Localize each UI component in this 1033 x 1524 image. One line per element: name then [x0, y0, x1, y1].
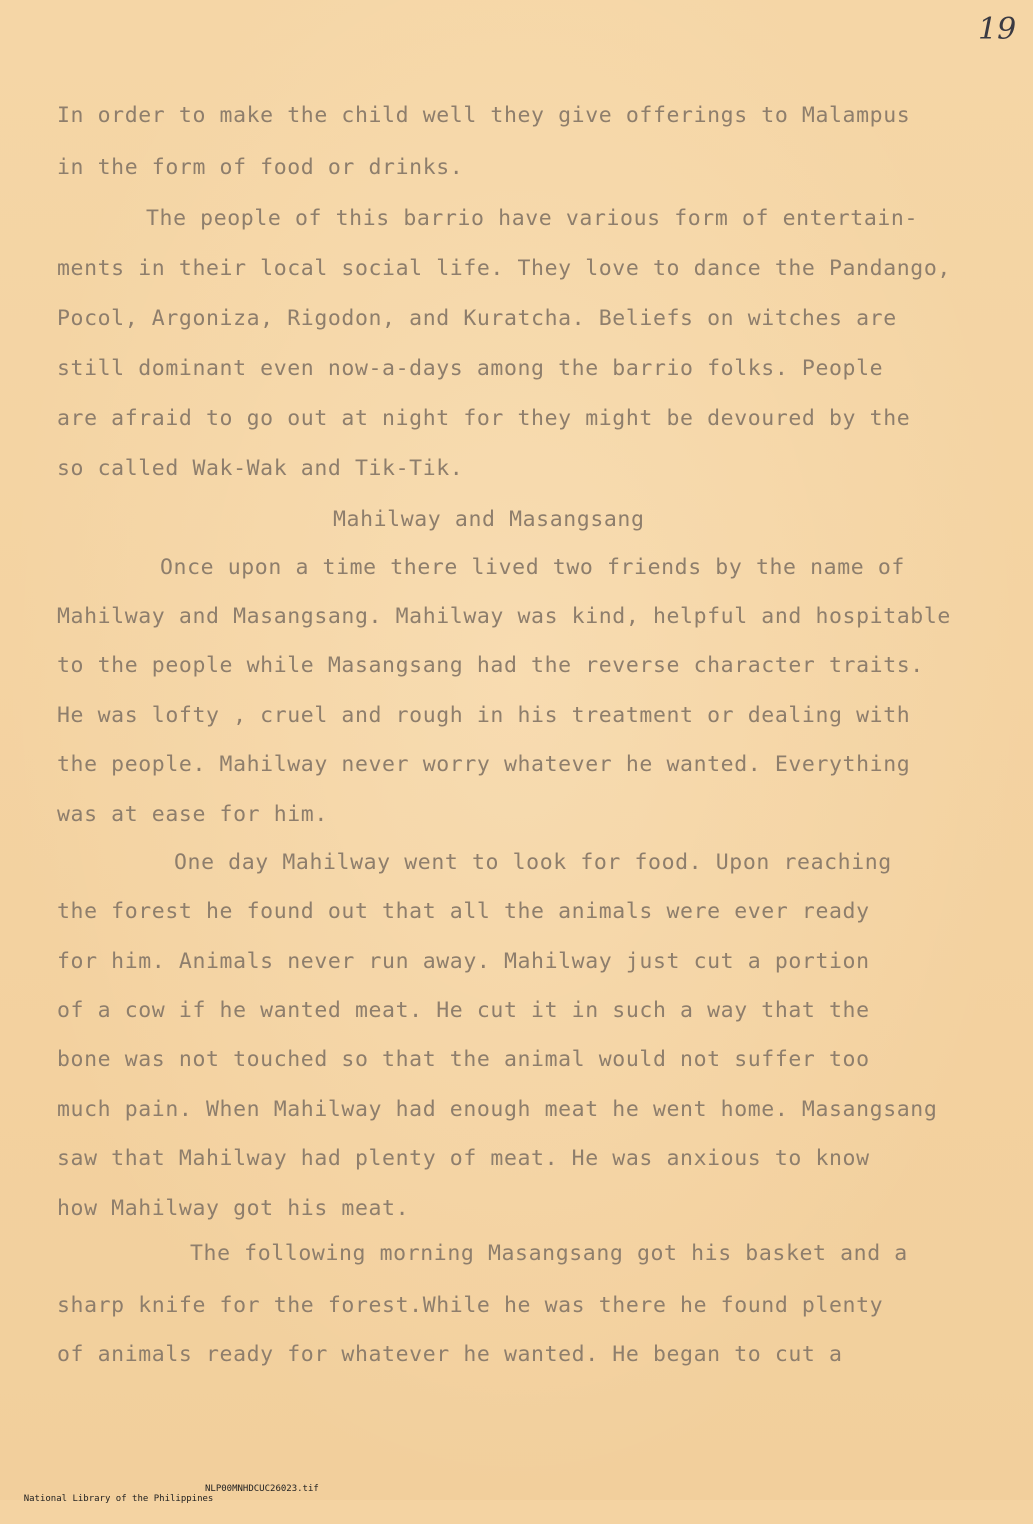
- text-line: to the people while Masangsang had the reverse character traits.: [57, 653, 924, 678]
- footer-filename: NLP00MNHDCUC26023.tif: [205, 1484, 319, 1494]
- text-line: how Mahilway got his meat.: [57, 1196, 410, 1221]
- text-line: In order to make the child well they give offerings to Malampus: [57, 103, 911, 128]
- text-line: saw that Mahilway had plenty of meat. He was anxious to know: [57, 1146, 870, 1171]
- footer-institution: National Library of the Philippines: [23, 1494, 214, 1504]
- text-line: much pain. When Mahilway had enough meat he went home. Masangsang: [57, 1097, 938, 1122]
- scan-footer: [2, 1484, 319, 1524]
- text-line: Pocol, Argoniza, Rigodon, and Kuratcha. Beliefs on witches are: [57, 306, 897, 331]
- text-line: in the form of food or drinks.: [57, 155, 464, 180]
- text-line: The following morning Masangsang got his basket and a: [190, 1241, 908, 1266]
- text-line: Mahilway and Masangsang. Mahilway was kind, helpful and hospitable: [57, 604, 951, 629]
- text-line: so called Wak-Wak and Tik-Tik.: [57, 456, 464, 481]
- text-line: He was lofty , cruel and rough in his treatment or dealing with: [57, 703, 911, 728]
- text-line: The people of this barrio have various form of entertain-: [146, 206, 919, 231]
- page-number: 19: [978, 12, 1017, 47]
- text-line: the people. Mahilway never worry whatever he wanted. Everything: [57, 752, 911, 777]
- section-heading: Mahilway and Masangsang: [333, 507, 645, 532]
- text-line: the forest he found out that all the animals were ever ready: [57, 899, 870, 924]
- text-line: of a cow if he wanted meat. He cut it in such a way that the: [57, 998, 870, 1023]
- text-line: of animals ready for whatever he wanted. He began to cut a: [57, 1342, 843, 1367]
- text-line: sharp knife for the forest.While he was there he found plenty: [57, 1293, 884, 1318]
- text-line: are afraid to go out at night for they might be devoured by the: [57, 406, 911, 431]
- text-line: bone was not touched so that the animal would not suffer too: [57, 1047, 870, 1072]
- text-line: for him. Animals never run away. Mahilway just cut a portion: [57, 949, 870, 974]
- text-line: ments in their local social life. They love to dance the Pandango,: [57, 256, 951, 281]
- text-line: was at ease for him.: [57, 802, 328, 827]
- text-line: Once upon a time there lived two friends by the name of: [160, 555, 905, 580]
- text-line: still dominant even now-a-days among the barrio folks. People: [57, 356, 884, 381]
- text-line: One day Mahilway went to look for food. Upon reaching: [174, 850, 892, 875]
